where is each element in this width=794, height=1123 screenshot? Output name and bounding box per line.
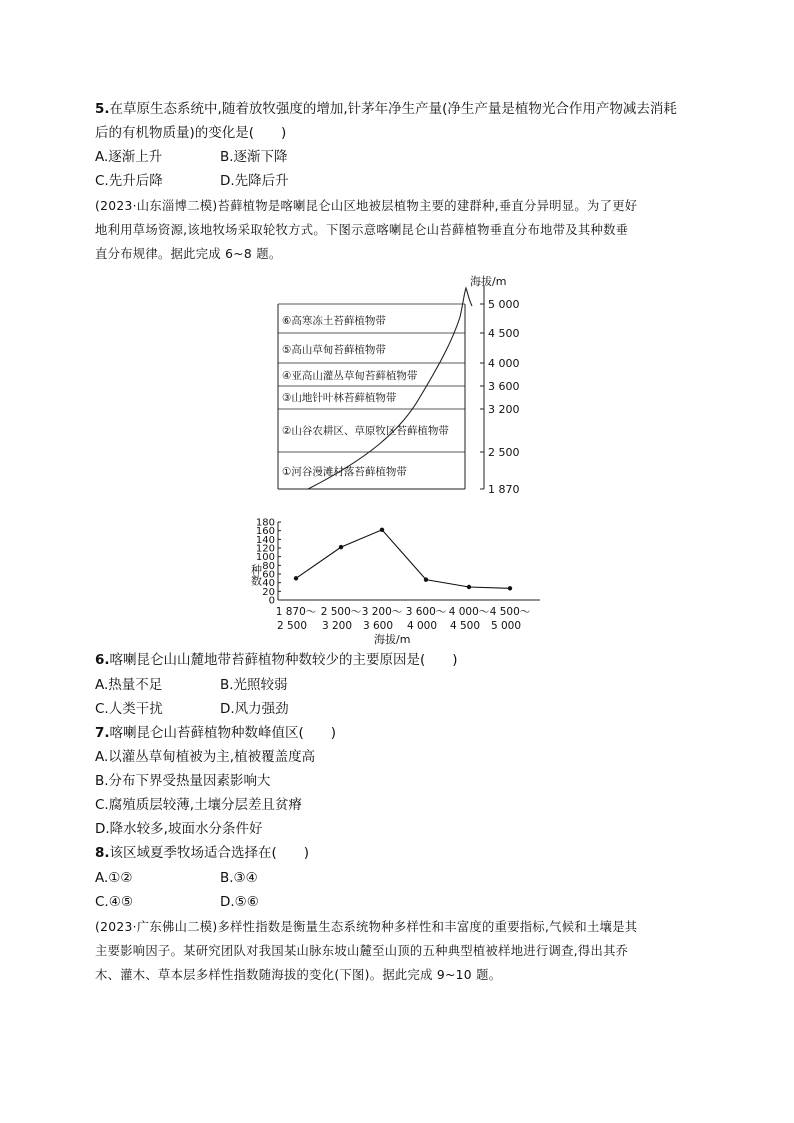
q5-option-a[interactable]: A.逐渐上升 [95, 149, 163, 165]
q7-option-a[interactable]: A.以灌丛草甸植被为主,植被覆盖度高 [95, 749, 316, 765]
x-tick-label-top-3: 3 200～ [361, 606, 403, 618]
zone-label-4: ④亚高山灌丛草甸苔藓植物带 [282, 370, 418, 382]
x-tick-label-bottom-4: 4 000 [406, 620, 438, 632]
y-tick-label-40: 40 [262, 578, 275, 590]
q6-number: 6. [95, 652, 110, 668]
x-tick-label-top-4: 3 600～ [405, 606, 447, 618]
y-tick-label-140: 140 [255, 534, 275, 546]
x-tick-label-top-5: 4 000～ [448, 606, 490, 618]
y-tick-label-20: 20 [262, 586, 275, 598]
altitude-label-2500: 2 500 [488, 446, 520, 459]
q6-option-a[interactable]: A.热量不足 [95, 677, 163, 693]
q8-option-b[interactable]: B.③④ [220, 870, 258, 886]
x-tick-label-top-2: 2 500～ [320, 606, 362, 618]
chart-ylabel: 种数 [250, 564, 263, 586]
species-line-chart [250, 512, 550, 647]
q6-stem [95, 651, 458, 669]
q5-stem-line2: 后的有机物质量)的变化是( ) [95, 125, 287, 141]
q8-option-c[interactable]: C.④⑤ [95, 894, 133, 910]
altitude-label-4500: 4 500 [488, 327, 520, 340]
intro1-line2: 地利用草场资源,该地牧场采取轮牧方式。下图示意喀喇昆仑山苔藓植物垂直分布地带及其种数垂 [95, 223, 629, 237]
y-tick-label-80: 80 [262, 560, 275, 572]
q8-option-d[interactable]: D.⑤⑥ [220, 894, 259, 910]
data-point-3 [380, 528, 384, 532]
q7-option-c[interactable]: C.腐殖质层较薄,土壤分层差且贫瘠 [95, 797, 303, 813]
altitude-label-3600: 3 600 [488, 380, 520, 393]
altitude-label-5000: 5 000 [488, 298, 520, 311]
q8-option-a[interactable]: A.①② [95, 870, 133, 886]
x-tick-label-bottom-2: 3 200 [321, 620, 353, 632]
x-tick-label-bottom-3: 3 600 [362, 620, 394, 632]
q5-text-1: 在草原生态系统中,随着放牧强度的增加,针茅年净生产量(净生产量是植物光合作用产物减去消耗 [109, 101, 677, 117]
q5-option-c[interactable]: C.先升后降 [95, 173, 163, 189]
q6-option-d[interactable]: D.风力强劲 [220, 701, 289, 717]
y-tick-label-0: 0 [268, 595, 275, 607]
x-tick-label-top-1: 1 870～ [275, 606, 317, 618]
zone-label-1: ①河谷漫滩村落苔藓植物带 [282, 466, 407, 478]
y-tick-label-60: 60 [262, 569, 275, 581]
q5-option-d[interactable]: D.先降后升 [220, 173, 289, 189]
q7-number: 7. [95, 725, 110, 741]
intro2-line3: 木、灌木、草本层多样性指数随海拔的变化(下图)。据此完成 9~10 题。 [95, 968, 502, 982]
x-tick-label-bottom-6: 5 000 [490, 620, 522, 632]
q5-option-b[interactable]: B.逐渐下降 [220, 149, 288, 165]
q6-option-c[interactable]: C.人类干扰 [95, 701, 163, 717]
intro1-line1: (2023·山东淄博二模)苔藓植物是喀喇昆仑山区地被层植物主要的建群种,垂直分异明显。为了更好 [95, 199, 638, 213]
altitude-label-4000: 4 000 [488, 357, 520, 370]
q7-option-d[interactable]: D.降水较多,坡面水分条件好 [95, 821, 263, 837]
zone-diagram [270, 272, 550, 502]
data-point-1 [294, 576, 298, 580]
altitude-label-3200: 3 200 [488, 403, 520, 416]
y-tick-label-180: 180 [255, 517, 275, 529]
q8-stem [95, 844, 309, 862]
intro2-line1: (2023·广东佛山二模)多样性指数是衡量生态系统物种多样性和丰富度的重要指标,气候和土壤是其 [95, 920, 638, 934]
zone-label-6: ⑥高寒冻土苔藓植物带 [282, 315, 386, 327]
y-tick-label-160: 160 [255, 526, 275, 538]
q5-stem-line1 [95, 100, 677, 118]
altitude-label-1870: 1 870 [488, 483, 520, 496]
y-tick-label-100: 100 [255, 552, 275, 564]
zone-label-3: ③山地针叶林苔藓植物带 [282, 392, 397, 404]
zone-label-2: ②山谷农耕区、草原牧区苔藓植物带 [282, 425, 449, 437]
q8-text: 该区域夏季牧场适合选择在( ) [109, 845, 310, 861]
q8-number: 8. [95, 845, 110, 861]
data-point-6 [508, 586, 512, 590]
q5-number: 5. [95, 101, 110, 117]
data-point-4 [424, 577, 428, 581]
altitude-axis-title: 海拔/m [470, 275, 507, 288]
zone-label-5: ⑤高山草甸苔藓植物带 [282, 344, 386, 356]
intro2-line2: 主要影响因子。某研究团队对我国某山脉东坡山麓至山顶的五种典型植被样地进行调查,得出其乔 [95, 944, 629, 958]
chart-series-line [296, 530, 510, 589]
chart-xlabel: 海拔/m [374, 633, 411, 646]
x-tick-label-bottom-1: 2 500 [276, 620, 308, 632]
q7-text: 喀喇昆仑山苔藓植物种数峰值区( ) [109, 725, 337, 741]
intro1-line3: 直分布规律。据此完成 6~8 题。 [95, 247, 282, 261]
q6-text: 喀喇昆仑山山麓地带苔藓植物种数较少的主要原因是( ) [109, 652, 458, 668]
q7-stem [95, 724, 336, 742]
x-tick-label-top-6: 4 500～ [489, 606, 531, 618]
y-tick-label-120: 120 [255, 543, 275, 555]
q6-option-b[interactable]: B.光照较弱 [220, 677, 288, 693]
data-point-5 [467, 585, 471, 589]
q7-option-b[interactable]: B.分布下界受热量因素影响大 [95, 773, 271, 789]
x-tick-label-bottom-5: 4 500 [449, 620, 481, 632]
data-point-2 [339, 545, 343, 549]
